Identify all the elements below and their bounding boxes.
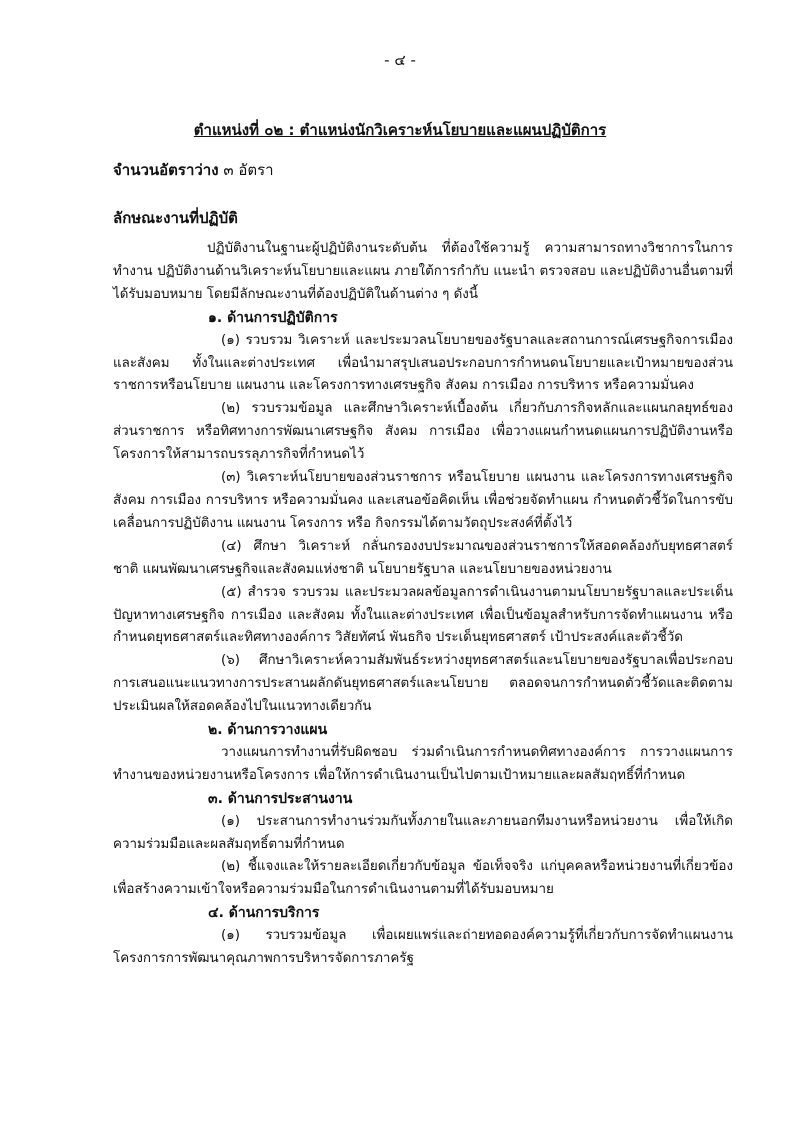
section-item: (๓) วิเคราะห์นโยบายของส่วนราชการ หรือนโยบาย แผนงาน และโครงการทางเศรษฐกิจ สังคม การเมือง การบริหาร หรือความมั่นคง และเสนอข้อคิดเห็น เพื่อช่วยจัดทำแผน กำหนดตัวชี้วัดในการขับเคลื่อนการปฏิบัติงาน แผนงาน โครงการ หรือ กิจกรรมได้ตามวัตถุประสงค์ที่ตั้งไว้	[113, 470, 733, 531]
vacancy-label: จำนวนอัตราว่าง	[113, 161, 219, 179]
section-title: ๔. ด้านการบริการ	[208, 905, 320, 922]
section-item: (๕) สำรวจ รวบรวม และประมวลผลข้อมูลการดำเนินงานตามนโยบายรัฐบาลและประเด็นปัญหาทางเศรษฐกิจ การเมือง และสังคม ทั้งในและต่างประเทศ เพื่อเป็นข้อมูลสำหรับการจัดทำแผนงาน หรือกำหนดยุทธศาสตร์และทิศทางองค์การ วิสัยทัศน์ พันธกิจ ประเด็นยุทธศาสตร์ เป้าประสงค์และตัวชี้วัด	[113, 584, 733, 646]
section-item: (๒) ชี้แจงและให้รายละเอียดเกี่ยวกับข้อมูล ข้อเท็จจริง แก่บุคคลหรือหน่วยงานที่เกี่ยวข้องเพื่อสร้างความเข้าใจหรือความร่วมมือในการดำเนินงานตามที่ได้รับมอบหมาย	[113, 859, 733, 898]
section-item: (๑) รวบรวมข้อมูล เพื่อเผยแพร่และถ่ายทอดองค์ความรู้ที่เกี่ยวกับการจัดทำแผนงานโครงการการพัฒนาคุณภาพการบริหารจัดการภาครัฐ	[113, 928, 733, 967]
section-item: วางแผนการทำงานที่รับผิดชอบ ร่วมดำเนินการกำหนดทิศทางองค์การ การวางแผนการทำงานของหน่วยงานหรือโครงการ เพื่อให้การดำเนินงานเป็นไปตามเป้าหมายและผลสัมฤทธิ์ที่กำหนด	[113, 744, 733, 783]
section-title: ๑. ด้านการปฏิบัติการ	[208, 309, 338, 326]
position-title: ตำแหน่งที่ ๐๒ : ตำแหน่งนักวิเคราะห์นโยบายและแผนปฏิบัติการ	[193, 121, 607, 139]
section-item: (๑) ประสานการทำงานร่วมกันทั้งภายในและภายนอกทีมงานหรือหน่วยงาน เพื่อให้เกิดความร่วมมือและผลสัมฤทธิ์ตามที่กำหนด	[113, 813, 733, 852]
section-title: ๓. ด้านการประสานงาน	[208, 790, 353, 807]
job-description-body	[113, 238, 733, 971]
job-description-heading: ลักษณะงานที่ปฏิบัติ	[113, 209, 238, 227]
section-item: (๒) รวบรวมข้อมูล และศึกษาวิเคราะห์เบื้องต้น เกี่ยวกับภารกิจหลักและแผนกลยุทธ์ของส่วนราชการ หรือทิศทางการพัฒนาเศรษฐกิจ สังคม การเมือง เพื่อวางแผนกำหนดแผนการปฏิบัติงานหรือโครงการให้สามารถบรรลุภารกิจที่กำหนดไว้	[113, 401, 733, 463]
vacancy-line	[113, 158, 274, 182]
intro-paragraph: ปฏิบัติงานในฐานะผู้ปฏิบัติงานระดับต้น ที่ต้องใช้ความรู้ ความสามารถทางวิชาการในการทำงาน ปฏิบัติงานด้านวิเคราะห์นโยบายและแผน ภายใต้การกำกับ แนะนำ ตรวจสอบ และปฏิบัติงานอื่นตามที่ได้รับมอบหมาย โดยมีลักษณะงานที่ต้องปฏิบัติในด้านต่าง ๆ ดังนี้	[113, 241, 733, 302]
page-number: - ๔ -	[384, 51, 416, 69]
section-title: ๒. ด้านการวางแผน	[208, 722, 328, 739]
section-item: (๔) ศึกษา วิเคราะห์ กลั่นกรองงบประมาณของส่วนราชการให้สอดคล้องกับยุทธศาสตร์ชาติ แผนพัฒนาเศรษฐกิจและสังคมแห่งชาติ นโยบายรัฐบาล และนโยบายของหน่วยงาน	[113, 538, 733, 577]
vacancy-value: ๓ อัตรา	[223, 161, 274, 179]
section-item: (๖) ศึกษาวิเคราะห์ความสัมพันธ์ระหว่างยุทธศาสตร์และนโยบายของรัฐบาลเพื่อประกอบการเสนอแนะแนวทางการประสานผลักดันยุทธศาสตร์และนโยบาย ตลอดจนการกำหนดตัวชี้วัดและติดตามประเมินผลให้สอดคล้องไปในแนวทางเดียวกัน	[113, 653, 733, 715]
section-item: (๑) รวบรวม วิเคราะห์ และประมวลนโยบายของรัฐบาลและสถานการณ์เศรษฐกิจการเมือง และสังคม ทั้งในและต่างประเทศ เพื่อนำมาสรุปเสนอประกอบการกำหนดนโยบายและเป้าหมายของส่วนราชการหรือนโยบาย แผนงาน และโครงการทางเศรษฐกิจ สังคม การเมือง การบริหาร หรือความมั่นคง	[113, 332, 733, 394]
